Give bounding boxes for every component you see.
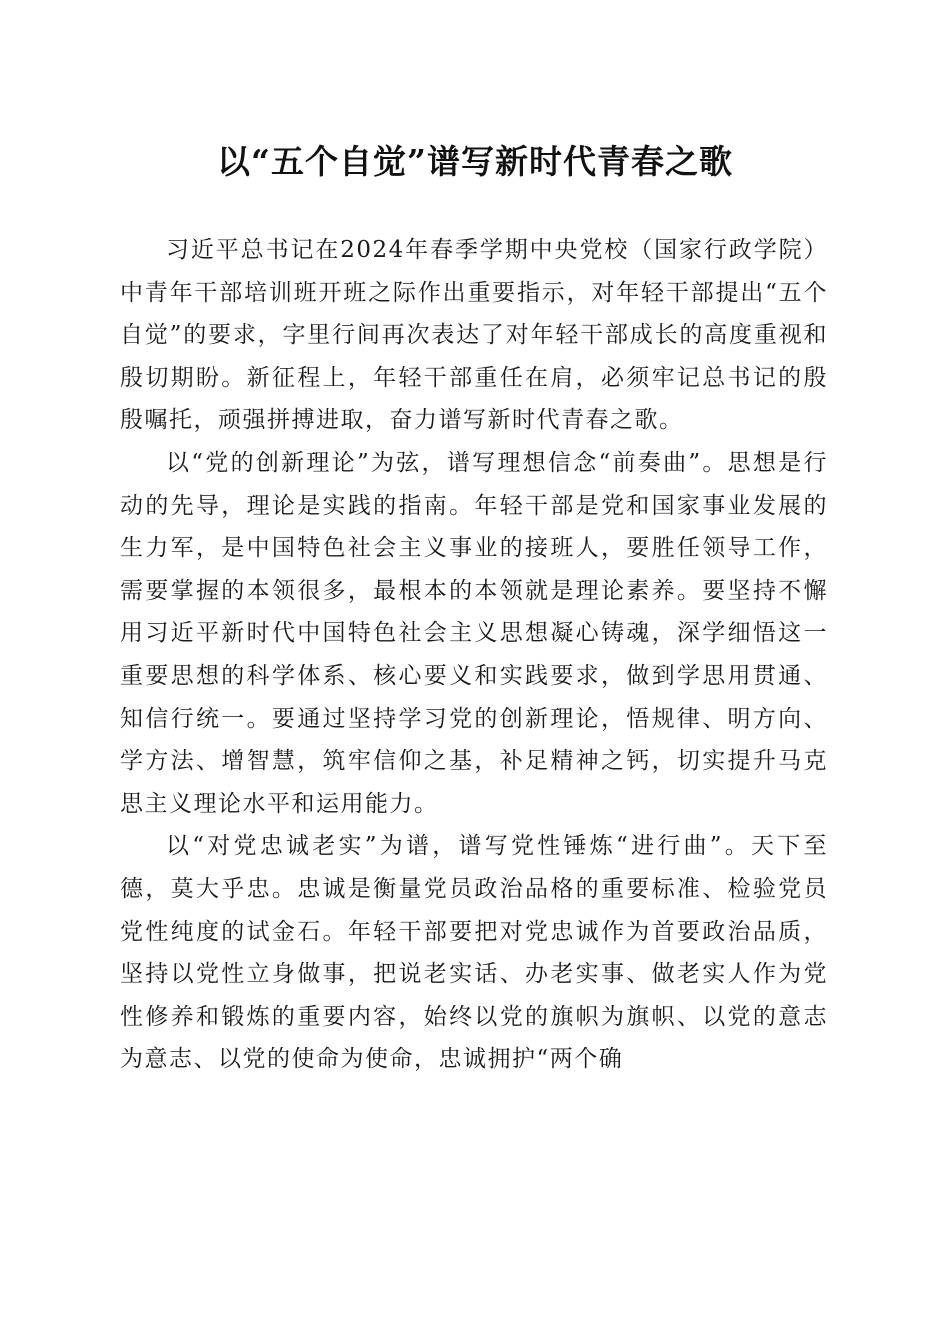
document-title: 以“五个自觉”谱写新时代青春之歌: [217, 142, 733, 181]
paragraph-3: 以“对党忠诚老实”为谱，谱写党性锤炼“进行曲”。天下至德，莫大乎忠。忠诚是衡量党员政治品格的重要标准、检验党员党性纯度的试金石。年轻干部要把对党忠诚作为首要政治品质，坚持以党性立身做事，把说老实话、办老实事、做老实人作为党性修养和锻炼的重要内容，始终以党的旗帜为旗帜、以党的意志为意志、以党的使命为使命，忠诚拥护“两个确: [120, 833, 828, 1073]
paragraph-1: 习近平总书记在2024年春季学期中央党校（国家行政学院）中青年干部培训班开班之际作出重要指示，对年轻干部提出“五个自觉”的要求，字里行间再次表达了对年轻干部成长的高度重视和殷切期盼。新征程上，年轻干部重任在肩，必须牢记总书记的殷殷嘱托，顽强拼搏进取，奋力谱写新时代青春之歌。: [120, 237, 828, 434]
paragraph-2: 以“党的创新理论”为弦，谱写理想信念“前奏曲”。思想是行动的先导，理论是实践的指南。年轻干部是党和国家事业发展的生力军，是中国特色社会主义事业的接班人，要胜任领导工作，需要掌握的本领很多，最根本的本领就是理论素养。要坚持不懈用习近平新时代中国特色社会主义思想凝心铸魂，深学细悟这一重要思想的科学体系、核心要义和实践要求，做到学思用贯通、知信行统一。要通过坚持学习党的创新理论，悟规律、明方向、学方法、增智慧，筑牢信仰之基，补足精神之钙，切实提升马克思主义理论水平和运用能力。: [120, 449, 828, 817]
document-body: [120, 229, 828, 1081]
